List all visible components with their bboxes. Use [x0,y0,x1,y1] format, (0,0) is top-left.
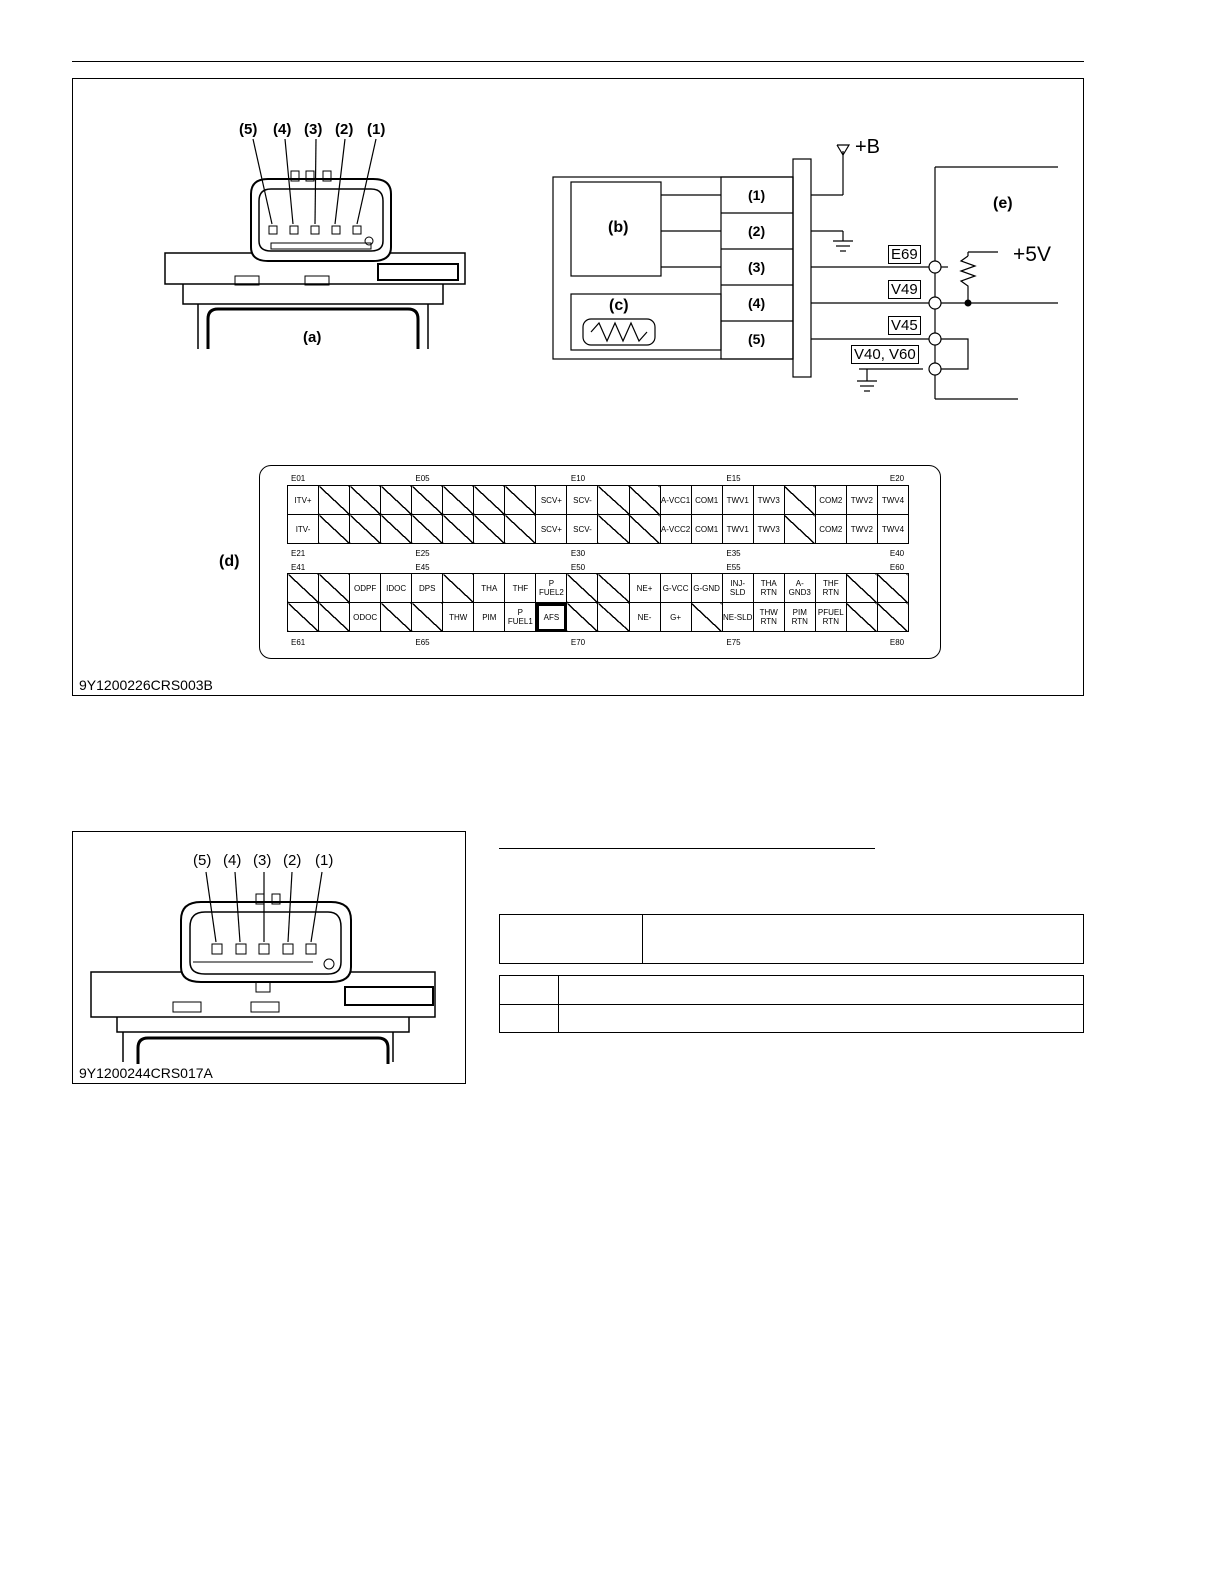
ecu-pin-number: E60 [889,563,905,572]
ecu-connector-lower [287,573,911,635]
ecu-row [288,515,909,544]
supply-5v-label: +5V [1013,243,1051,266]
sensor-pin-2: (2) [748,223,766,239]
spec-cell-value [643,915,1084,964]
ecu-pin-cell: ITV- [288,515,319,544]
ecu-pin-unused [505,515,536,544]
spec-table-main [499,914,1084,964]
ecu-pin-number: E15 [726,474,741,483]
ecu-pin-unused [784,515,815,544]
terminal-v49: V49 [888,280,921,299]
ecu-pin-cell: NE-SLD [722,603,753,632]
ecu-pin-number: E65 [415,638,430,647]
terminal-v45: V45 [888,316,921,335]
ecu-pin-cell: SCV+ [536,515,567,544]
terminal-e69: E69 [888,245,921,264]
label-b: (b) [608,219,629,236]
ecu-pin-cell: SCV- [567,486,598,515]
ecu-pin-cell: A-GND3 [784,574,815,603]
supply-b-label: +B [855,136,881,158]
ecu-pin-cell: THA RTN [753,574,784,603]
ecu-pin-cell: DPS [412,574,443,603]
ecu-pin-unused [567,574,598,603]
ecu-pin-unused [350,515,381,544]
ecu-pin-cell: THF [505,574,536,603]
ecu-pin-cell: PIM RTN [784,603,815,632]
item-desc-cell [559,1004,1084,1033]
ecu-pin-cell: ODPF [350,574,381,603]
spec-cell-label [500,915,643,964]
ecu-pin-unused [443,574,474,603]
ecu-pin-cell: TWV3 [753,486,784,515]
ecu-pin-unused [319,603,350,632]
spec-table-items [499,975,1084,1033]
ecu-pin-cell: TWV4 [877,486,908,515]
ecu-pin-cell: SCV+ [536,486,567,515]
ecu-pin-cell: A-VCC2 [660,515,691,544]
sensor-pin-4: (4) [748,295,766,311]
ecu-pin-cell: SCV- [567,515,598,544]
fig2-callout-4: (4) [223,852,242,869]
ecu-pin-unused [412,486,443,515]
sensor-pin-5: (5) [748,331,766,347]
terminal-v40-v60: V40, V60 [851,345,919,364]
ecu-pin-cell: THW RTN [753,603,784,632]
ecu-pin-number: E30 [570,549,586,558]
ecu-pin-number: E10 [570,474,586,483]
ecu-pin-cell: TWV3 [753,515,784,544]
ecu-pin-number: E80 [889,638,905,647]
ecu-pin-unused [691,603,722,632]
ecu-pin-unused [319,574,350,603]
ecu-pin-cell: INJ-SLD [722,574,753,603]
ecu-pin-unused [598,574,629,603]
ecu-pin-cell: TWV1 [722,515,753,544]
figure2-code: 9Y1200244CRS017A [79,1065,213,1081]
item-no-cell [500,976,559,1005]
pin-callout-5: (5) [239,121,258,138]
ecu-pin-cell: COM2 [815,486,846,515]
ecu-pin-cell: TWV2 [846,486,877,515]
item-desc-cell [559,976,1084,1005]
ecu-pin-number: E21 [291,549,306,558]
ecu-pin-unused [443,515,474,544]
ecu-pin-cell: G-VCC [660,574,691,603]
ecu-pin-number: E61 [291,638,306,647]
ecu-pin-cell: THW [443,603,474,632]
ecu-pin-unused [412,603,443,632]
ecu-pin-number: E20 [889,474,905,483]
ecu-pin-number: E70 [570,638,586,647]
ecu-connector-upper [287,485,911,547]
ecu-pin-unused [846,603,877,632]
ecu-pin-number: E75 [726,638,741,647]
ecu-pin-cell: THA [474,574,505,603]
ecu-pin-number: E40 [889,549,905,558]
ecu-pin-unused [412,515,443,544]
wiring-figure [72,78,1084,696]
ecu-pin-cell: COM1 [691,515,722,544]
ecu-pin-unused [350,486,381,515]
ecu-pin-cell: ODOC [350,603,381,632]
table-row [500,976,1084,1005]
wiring-schematic [543,129,1073,419]
ecu-pin-unused [474,515,505,544]
ecu-row [288,603,909,632]
header-rule [72,61,1084,62]
label-a: (a) [303,329,322,346]
ecu-pin-cell: A-VCC1 [660,486,691,515]
ecu-pin-cell: TWV1 [722,486,753,515]
ecu-pin-unused [381,603,412,632]
ecu-pin-cell: P FUEL1 [505,603,536,632]
ecu-pin-unused [288,603,319,632]
connector-drawing [73,832,467,1085]
ecu-pin-unused [877,603,908,632]
ecu-pin-cell: COM1 [691,486,722,515]
ecu-upper-grid [287,485,909,544]
table-row [500,1004,1084,1033]
label-d: (d) [219,553,240,570]
pin-callout-4: (4) [273,121,292,138]
sensor-pin-1: (1) [748,187,766,203]
ecu-pin-cell: THF RTN [815,574,846,603]
ecu-row [288,486,909,515]
ecu-pin-unused [319,515,350,544]
ecu-pin-number: E05 [415,474,430,483]
ecu-pin-unused [877,574,908,603]
ecu-pin-cell: P FUEL2 [536,574,567,603]
ecu-pin-number: E01 [291,474,306,483]
ecu-pin-unused [288,574,319,603]
ecu-pin-unused [598,486,629,515]
ecu-pin-number: E35 [726,549,741,558]
ecu-pin-cell: G-GND [691,574,722,603]
connector-figure [72,831,466,1084]
ecu-pin-cell: TWV2 [846,515,877,544]
pin-callout-3: (3) [304,121,323,138]
ecu-pin-number: E50 [570,563,586,572]
ecu-lower-grid [287,573,909,632]
ecu-pin-cell: G+ [660,603,691,632]
ecu-pin-cell: PIM [474,603,505,632]
ecu-pin-number: E25 [415,549,430,558]
ecu-pin-number: E41 [291,563,306,572]
ecu-pin-unused [319,486,350,515]
ecu-pin-unused [474,486,505,515]
ecu-row [288,574,909,603]
figure1-code: 9Y1200226CRS003B [79,677,213,693]
section-rule [499,848,875,849]
ecu-pin-cell: COM2 [815,515,846,544]
fig2-callout-1: (1) [315,852,334,869]
ecu-pin-unused [505,486,536,515]
ecu-pin-number: E45 [415,563,430,572]
ecu-pin-unused [381,515,412,544]
ecu-pin-unused [598,515,629,544]
ecu-pin-unused [567,603,598,632]
ecu-pin-unused [381,486,412,515]
ecu-pin-cell: PFUEL RTN [815,603,846,632]
ecu-pin-unused [443,486,474,515]
ecu-pin-cell: NE- [629,603,660,632]
fig2-callout-2: (2) [283,852,302,869]
ecu-pin-unused [629,486,660,515]
label-c: (c) [609,297,629,314]
sensor-pin-3: (3) [748,259,766,275]
ecu-pin-cell: IDOC [381,574,412,603]
ecu-pin-unused [598,603,629,632]
ecu-pin-cell: ITV+ [288,486,319,515]
item-no-cell [500,1004,559,1033]
fig2-callout-3: (3) [253,852,272,869]
fig2-callout-5: (5) [193,852,212,869]
label-e: (e) [993,195,1013,212]
pin-callout-2: (2) [335,121,354,138]
ecu-pin-unused [784,486,815,515]
pin-callout-1: (1) [367,121,386,138]
ecu-pin-unused [629,515,660,544]
ecu-pin-cell: AFS [536,603,567,632]
ecu-pin-number: E55 [726,563,741,572]
ecu-pin-cell: NE+ [629,574,660,603]
ecu-pin-cell: TWV4 [877,515,908,544]
ecu-pin-unused [846,574,877,603]
